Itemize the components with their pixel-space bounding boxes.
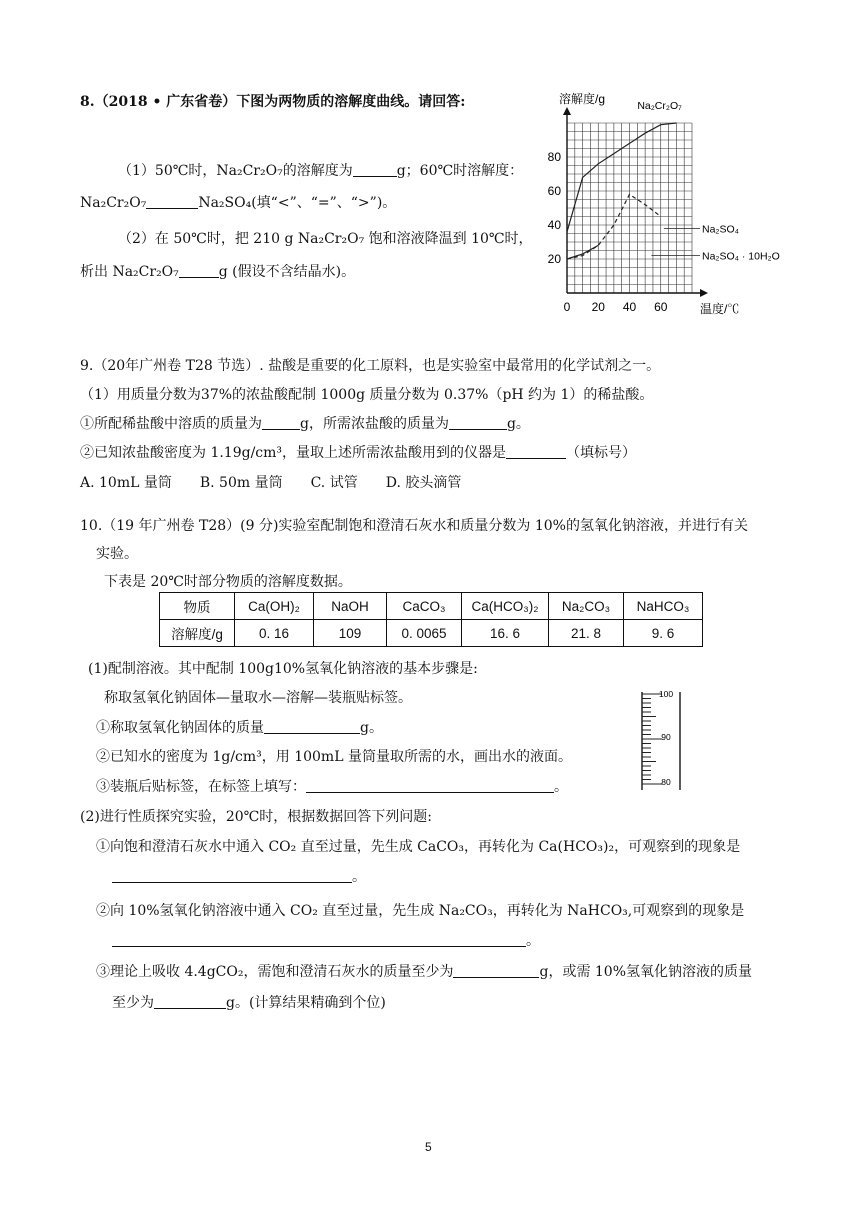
table-cell: 16. 6 <box>462 620 549 647</box>
table-cell: CaCO₃ <box>387 593 462 620</box>
page-number <box>425 1140 432 1154</box>
q8-p1b: g；60℃时溶解度： <box>396 163 524 179</box>
q10-s2b-end: 。 <box>526 933 540 949</box>
option-c: C. 试管 <box>310 475 358 491</box>
q10-s2d-a: 至少为 <box>112 995 154 1011</box>
q10-title1: 10.（19 年广州卷 T28）(9 分)实验室配制饱和澄清石灰水和质量分数为 10%的氢氧化钠溶液，并进行有关 <box>80 518 748 534</box>
q10-s2c-b: g，或需 10%氢氧化钠溶液的质量 <box>539 964 753 980</box>
graduated-cylinder[interactable] <box>636 688 686 792</box>
q9-l1: （1）用质量分数为37%的浓盐酸配制 1000g 质量分数为 0.37%（pH 约为 1）的稀盐酸。 <box>80 387 654 403</box>
q10-s1b <box>104 687 412 707</box>
q8-title <box>80 91 465 111</box>
answer-blank[interactable] <box>264 719 360 734</box>
table-cell: 0. 0065 <box>387 620 462 647</box>
x-tick-label: 20 <box>591 300 605 314</box>
q10-s2a-end: 。 <box>352 869 366 885</box>
q9-options <box>80 472 461 492</box>
answer-blank[interactable] <box>262 415 300 430</box>
q10-s2c <box>96 961 752 981</box>
table-row <box>160 620 703 647</box>
q10-s2b-answer <box>112 930 540 950</box>
x-tick-label: 0 <box>563 300 571 314</box>
q8-p2b: 析出 Na₂Cr₂O₇ <box>80 264 179 280</box>
y-axis-arrow <box>563 107 571 115</box>
table-cell: 9. 6 <box>624 620 703 647</box>
table-cell: 0. 16 <box>235 620 314 647</box>
q10-intro <box>104 571 352 591</box>
y-tick-label: 20 <box>547 252 561 266</box>
answer-blank[interactable] <box>112 932 526 947</box>
x-tick-label: 40 <box>622 300 637 314</box>
q9-l2b: g，所需浓盐酸的质量为 <box>300 416 449 432</box>
table-header-row <box>160 593 703 620</box>
x-axis-label: 温度/℃ <box>700 302 740 316</box>
q10-s2-text: (2)进行性质探究实验，20℃时，根据数据回答下列问题: <box>80 809 433 825</box>
q9-title <box>80 355 660 375</box>
y-tick-label: 80 <box>547 150 561 164</box>
q10-s2d-b: g。(计算结果精确到个位) <box>226 995 386 1011</box>
cylinder-label-80: 80 <box>661 777 671 787</box>
q10-s2b-text: ②向 10%氢氧化钠溶液中通入 CO₂ 直至过量，先生成 Na₂CO₃，再转化为 NaHCO₃,可观察到的现象是 <box>96 903 745 919</box>
q10-s2d <box>112 992 386 1012</box>
answer-blank[interactable] <box>146 194 198 209</box>
table-cell: 溶解度/g <box>160 620 235 647</box>
q8-p1c-right: Na₂SO₄(填“<”、“=”、“>”)。 <box>198 195 397 211</box>
q10-s1c-b: g。 <box>360 720 383 736</box>
answer-blank[interactable] <box>453 963 539 978</box>
q8-part1-line1 <box>118 160 523 180</box>
q8-p1a: （1）50℃时，Na₂Cr₂O₇的溶解度为 <box>118 163 353 179</box>
option-d: D. 胶头滴管 <box>385 475 462 491</box>
option-a: A. 10mL 量筒 <box>80 475 172 491</box>
cylinder-label-100: 100 <box>658 689 674 699</box>
q10-s1 <box>88 658 478 678</box>
table-cell: NaHCO₃ <box>624 593 703 620</box>
q10-s1d <box>96 746 572 766</box>
option-b: B. 50m 量筒 <box>199 475 283 491</box>
q10-s1c-a: ①称取氢氧化钠固体的质量 <box>96 720 264 736</box>
table-cell: 21. 8 <box>549 620 624 647</box>
page-number-text: 5 <box>425 1140 432 1154</box>
q10-s1c <box>96 717 383 737</box>
q9-l3a: ②已知浓盐酸密度为 1.19g/cm³，量取上述所需浓盐酸用到的仪器是 <box>80 445 507 461</box>
q10-title-line1 <box>80 515 748 535</box>
q10-s1-text: (1)配制溶液。其中配制 100g10%氢氧化钠溶液的基本步骤是: <box>88 661 478 677</box>
q10-title-line2 <box>96 543 138 563</box>
q9-l3b: （填标号） <box>566 445 637 461</box>
q9-line2 <box>80 413 530 433</box>
q9-line1 <box>80 384 653 404</box>
table-cell: NaOH <box>314 593 387 620</box>
q9-line3 <box>80 442 636 462</box>
q10-title2: 实验。 <box>96 546 138 562</box>
x-tick-label: 60 <box>654 300 668 314</box>
q10-s2a <box>96 836 740 856</box>
x-axis-arrow <box>700 289 708 297</box>
solubility-table <box>159 592 703 647</box>
series-label-na2cr2o7: Na₂Cr₂O₇ <box>637 100 682 112</box>
q9-l2a: ①所配稀盐酸中溶质的质量为 <box>80 416 262 432</box>
q10-s2b <box>96 900 744 920</box>
y-axis-label: 溶解度/g <box>559 92 606 106</box>
q8-part1-line2 <box>80 192 396 212</box>
answer-blank[interactable] <box>179 263 219 278</box>
q10-s2a-text: ①向饱和澄清石灰水中通入 CO₂ 直至过量，先生成 CaCO₃，再转化为 Ca(HCO₃)₂，可观察到的现象是 <box>96 839 741 855</box>
table-cell: 109 <box>314 620 387 647</box>
cylinder-ticks <box>642 694 662 784</box>
answer-blank[interactable] <box>154 994 226 1009</box>
q10-s1e-b: 。 <box>554 779 568 795</box>
q8-part2-line2 <box>80 261 355 281</box>
q10-intro-text: 下表是 20℃时部分物质的溶解度数据。 <box>104 574 352 590</box>
q9-l2c: g。 <box>506 416 530 432</box>
q8-p2a: （2）在 50℃时，把 210 g Na₂Cr₂O₇ 饱和溶液降温到 10℃时， <box>118 231 533 247</box>
answer-blank[interactable] <box>306 778 554 793</box>
table-cell: Ca(HCO₃)₂ <box>462 593 549 620</box>
q8-title-text: 8.（2018 • 广东省卷）下图为两物质的溶解度曲线。请回答: <box>80 94 466 110</box>
cylinder-label-90: 90 <box>661 732 671 742</box>
q8-p1c-left: Na₂Cr₂O₇ <box>80 195 147 211</box>
series-label-na2so4: Na₂SO₄ <box>702 223 739 236</box>
table-cell: 物质 <box>160 593 235 620</box>
solubility-chart <box>540 78 800 320</box>
q10-s1e-a: ③装瓶后贴标签，在标签上填写： <box>96 779 306 795</box>
q8-part2-line1 <box>118 228 533 248</box>
answer-blank[interactable] <box>353 162 397 177</box>
q9-title-text: 9.（20年广州卷 T28 节选）. 盐酸是重要的化工原料，也是实验室中最常用的化学试剂之一。 <box>80 358 661 374</box>
q10-s2a-answer <box>112 866 366 886</box>
table-cell: Ca(OH)₂ <box>235 593 314 620</box>
table-cell: Na₂CO₃ <box>549 593 624 620</box>
q8-p2c: g (假设不含结晶水)。 <box>218 264 356 280</box>
q10-s2 <box>80 806 432 826</box>
q10-s1e <box>96 776 568 796</box>
answer-blank[interactable] <box>449 415 507 430</box>
q10-s1d-text: ②已知水的密度为 1g/cm³，用 100mL 量筒量取所需的水，画出水的液面。 <box>96 749 572 765</box>
answer-blank[interactable] <box>112 868 352 883</box>
answer-blank[interactable] <box>506 444 566 459</box>
y-tick-label: 40 <box>547 218 561 232</box>
series-label-na2so4-10h2o: Na₂SO₄ · 10H₂O <box>702 250 780 263</box>
q10-s2c-a: ③理论上吸收 4.4gCO₂，需饱和澄清石灰水的质量至少为 <box>96 964 454 980</box>
y-tick-label: 60 <box>547 184 561 198</box>
q10-s1b-text: 称取氢氧化钠固体—量取水—溶解—装瓶贴标签。 <box>104 690 412 706</box>
